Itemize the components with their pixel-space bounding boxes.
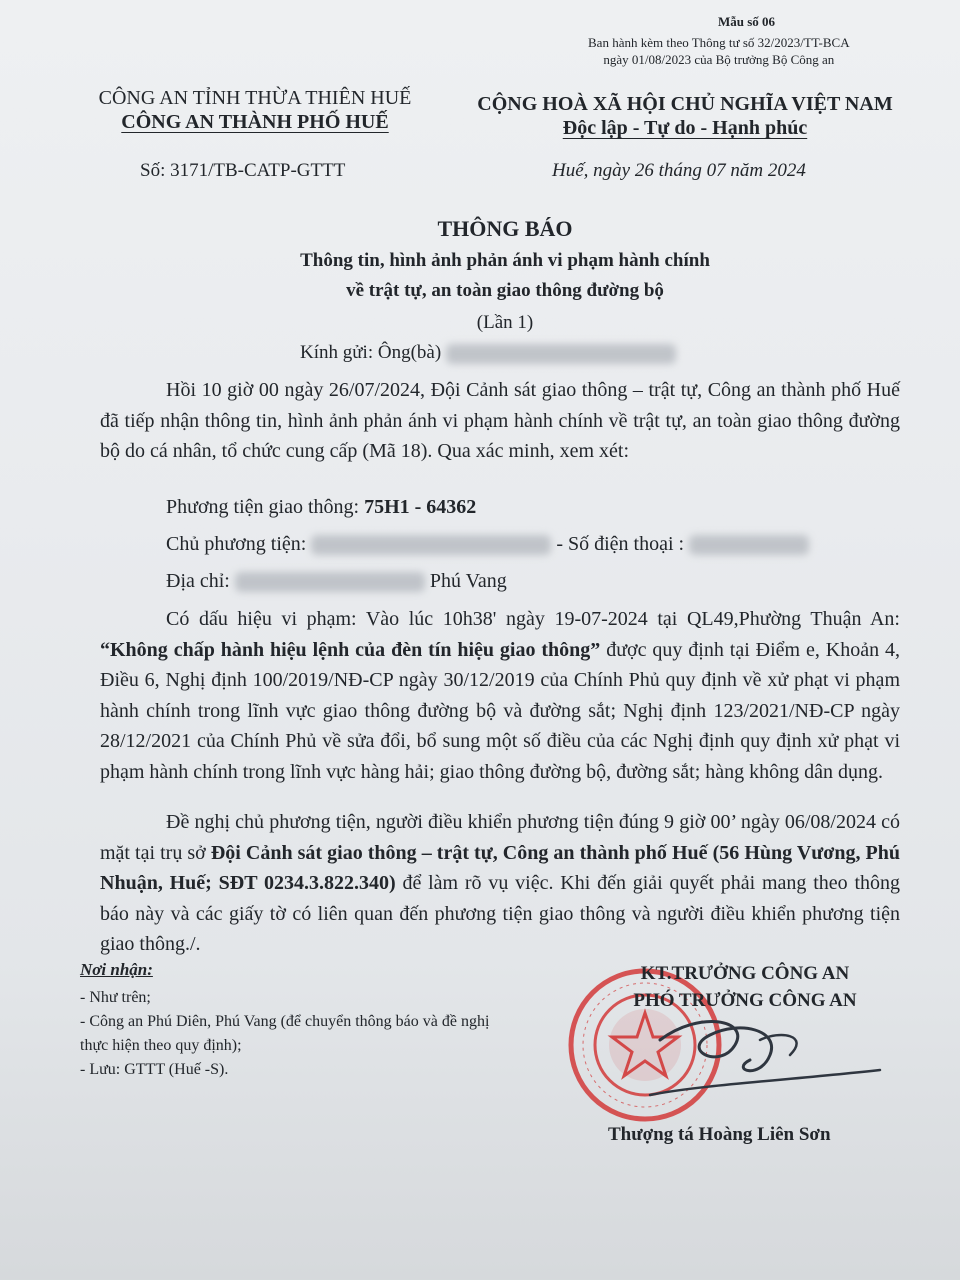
recipient-item: - Như trên; bbox=[80, 989, 151, 1006]
motto: Độc lập - Tự do - Hạnh phúc bbox=[562, 117, 808, 139]
subtitle-line2: về trật tự, an toàn giao thông đường bộ bbox=[346, 280, 664, 301]
violation-quote: “Không chấp hành hiệu lệnh của đèn tín hiệu giao thông” bbox=[100, 638, 601, 661]
violation-paragraph bbox=[100, 604, 900, 787]
intro-paragraph: Hồi 10 giờ 00 ngày 26/07/2024, Đội Cảnh sát giao thông – trật tự, Công an thành phố Huế đã tiếp nhận thông tin, hình ảnh phản ánh vi phạm hành chính về trật tự, an toàn giao thông đường bộ do cá nhân, tổ chức cung cấp (Mã 18). Qua xác minh, xem xét: bbox=[100, 379, 900, 462]
address-visible: Phú Vang bbox=[429, 570, 507, 592]
agency-header bbox=[75, 86, 435, 134]
address-line bbox=[166, 570, 507, 593]
owner-line bbox=[166, 533, 809, 556]
redacted-owner-name bbox=[311, 535, 551, 555]
vehicle-line bbox=[166, 496, 476, 519]
form-note-line1: Ban hành kèm theo Thông tư số 32/2023/TT-BCA bbox=[588, 35, 850, 50]
redacted-recipient-name bbox=[446, 344, 676, 364]
request-prefix: Đề nghị chủ phương tiện, người điều khiển phương tiện đúng 9 giờ 00’ ngày 06/08/2024 có mặt tại trụ sở bbox=[100, 811, 900, 864]
doc-subtitle bbox=[0, 246, 960, 306]
agency-parent: CÔNG AN TỈNH THỪA THIÊN HUẾ bbox=[98, 87, 412, 109]
doc-number: Số: 3171/TB-CATP-GTTT bbox=[140, 160, 346, 181]
redacted-address bbox=[235, 572, 425, 592]
violation-rest: được quy định tại Điểm e, Khoản 4, Điều 6, Nghị định 100/2019/NĐ-CP ngày 30/12/2019 của Chính Phủ quy định về xử phạt vi phạm hành chính trong lĩnh vực giao thông đường bộ và đường sắt; Nghị định 123/2021/NĐ-CP ngày 28/12/2021 của Chính Phủ về sửa đổi, bổ sung một số điều của các Nghị định quy định xử phạt vi phạm hành chính trong lĩnh vực hàng hải; giao thông đường bộ, đường sắt; hàng không dân dụng. bbox=[100, 638, 900, 783]
owner-label: Chủ phương tiện: bbox=[166, 533, 307, 555]
handwritten-signature-icon bbox=[640, 1000, 890, 1120]
request-rest: để làm rõ vụ việc. Khi đến giải quyết phải mang theo thông báo này và các giấy tờ có liên quan đến phương tiện giao thông và người điều khiển phương tiện giao thông./. bbox=[100, 872, 901, 955]
agency-name: CÔNG AN THÀNH PHỐ HUẾ bbox=[121, 111, 389, 133]
nation-name: CỘNG HOÀ XÃ HỘI CHỦ NGHĨA VIỆT NAM bbox=[477, 93, 893, 115]
form-number: Mẫu số 06 bbox=[717, 14, 775, 29]
violation-prefix: Có dấu hiệu vi phạm: Vào lúc 10h38' ngày 19-07-2024 tại QL49,Phường Thuận An: bbox=[166, 608, 900, 630]
round-number: (Lần 1) bbox=[476, 312, 534, 333]
signature-block bbox=[610, 960, 880, 1014]
address-label: Địa chỉ: bbox=[166, 570, 230, 592]
vehicle-label: Phương tiện giao thông: bbox=[166, 496, 360, 518]
signature-title-line2: PHÓ TRƯỞNG CÔNG AN bbox=[633, 990, 857, 1011]
redacted-phone bbox=[689, 535, 809, 555]
doc-title: THÔNG BÁO bbox=[437, 216, 573, 241]
form-note bbox=[588, 34, 850, 68]
recipients-list bbox=[80, 986, 520, 1082]
recipient-line bbox=[300, 342, 676, 364]
recipient-item: - Công an Phú Diên, Phú Vang (để chuyển thông báo và đề nghị thực hiện theo quy định); bbox=[80, 1013, 490, 1054]
nation-header bbox=[460, 92, 910, 140]
form-note-line2: ngày 01/08/2023 của Bộ trưởng Bộ Công an bbox=[603, 52, 835, 67]
vehicle-plate: 75H1 - 64362 bbox=[364, 496, 477, 518]
subtitle-line1: Thông tin, hình ảnh phản ánh vi phạm hành chính bbox=[300, 250, 710, 271]
request-paragraph bbox=[100, 807, 900, 960]
recipient-item: - Lưu: GTTT (Huế -S). bbox=[80, 1061, 229, 1078]
phone-label: - Số điện thoại : bbox=[556, 533, 685, 555]
recipient-label: Kính gửi: Ông(bà) bbox=[300, 342, 442, 363]
recipients-title: Nơi nhận: bbox=[80, 960, 153, 979]
signature-title-line1: KT.TRƯỞNG CÔNG AN bbox=[640, 963, 850, 984]
signer-name: Thượng tá Hoàng Liên Sơn bbox=[608, 1124, 831, 1145]
request-place: Đội Cảnh sát giao thông – trật tự, Công an thành phố Huế (56 Hùng Vương, Phú Nhuận, Huế; SĐT 0234.3.822.340) bbox=[100, 841, 900, 894]
doc-date: Huế, ngày 26 tháng 07 năm 2024 bbox=[552, 160, 806, 181]
